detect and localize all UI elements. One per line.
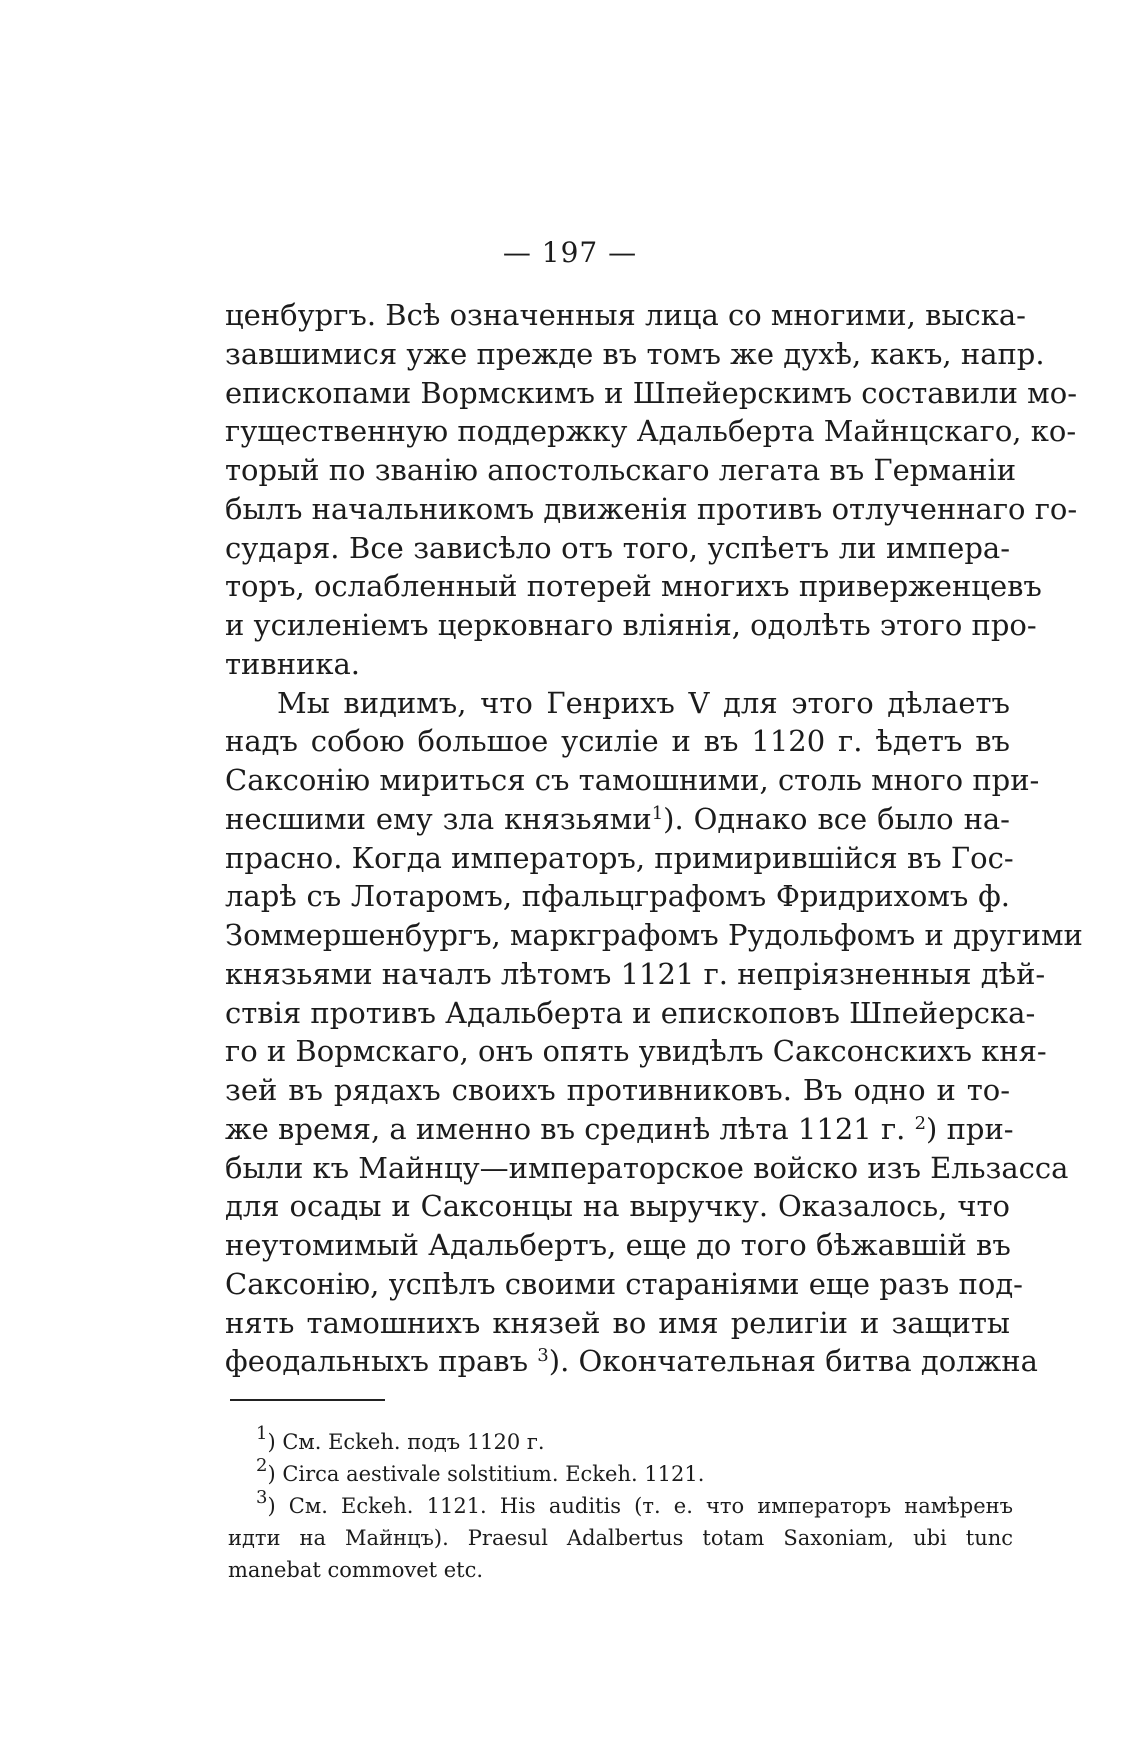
text-line: ствія противъ Адальберта и епископовъ Шпейерска-: [225, 995, 1036, 1030]
text-line: Саксонію, успѣлъ своими стараніями еще разъ под-: [225, 1266, 1023, 1301]
text-line: были къ Майнцу—императорское войско изъ Ельзасса: [225, 1150, 1069, 1185]
footnote-continuation: идти на Майнцъ). Praesul Adalbertus totam Saxoniam, ubi tunc: [228, 1526, 1013, 1550]
text-line: князьями началъ лѣтомъ 1121 г. непріязненныя дѣй-: [225, 956, 1046, 991]
text-line: гущественную поддержку Адальберта Майнцскаго, ко-: [225, 414, 1077, 449]
footnotes: [228, 1423, 1013, 1586]
text-line: завшимися уже прежде въ томъ же духѣ, какъ, напр.: [225, 336, 1045, 371]
text-line: ларѣ съ Лотаромъ, пфальцграфомъ Фридрихомъ ф.: [225, 879, 1010, 914]
footnote-text: ) См. Eckeh. 1121. His auditis (т. е. что императоръ намѣренъ: [267, 1494, 1013, 1518]
text-line: и усиленіемъ церковнаго вліянія, одолѣть этого про-: [225, 608, 1037, 642]
text-line: [225, 1110, 1014, 1149]
text-line: [225, 800, 1010, 839]
footnote-marker: 2: [256, 1455, 268, 1476]
footnote-text: ) См. Eckeh. подъ 1120 г.: [267, 1430, 545, 1454]
text-line: для осады и Саксонцы на выручку. Оказалось, что: [225, 1189, 1010, 1224]
footnote-ref: 3: [537, 1345, 549, 1367]
footnote: [228, 1423, 1013, 1458]
text-line: надъ собою большое усиліе и въ 1120 г. ѣдетъ въ: [225, 724, 1010, 759]
footnote-continuation: manebat commovet etc.: [228, 1558, 484, 1582]
text-line: зей въ рядахъ своихъ противниковъ. Въ одно и то-: [225, 1073, 1010, 1107]
text-span: феодальныхъ правъ: [225, 1344, 529, 1379]
footnote-text: ) Circa aestivale solstitium. Eckeh. 1121.: [267, 1462, 705, 1486]
footnote-ref: 2: [914, 1112, 927, 1134]
text-line: [225, 1342, 1038, 1381]
body-text: [225, 296, 1083, 1381]
text-line: сударя. Все зависѣло отъ того, успѣетъ ли импера-: [225, 530, 1010, 565]
text-span: ). Однако все было на-: [663, 801, 1010, 836]
text-span: ). Окончательная битва должна: [548, 1344, 1038, 1379]
text-line: тивника.: [225, 646, 360, 681]
text-line: былъ начальникомъ движенія противъ отлученнаго го-: [225, 491, 1078, 526]
footnote-marker: 3: [256, 1487, 268, 1508]
text-span: же время, а именно въ срединѣ лѣта 1121 г.: [225, 1111, 906, 1146]
text-line: неутомимый Адальбертъ, еще до того бѣжавшій въ: [225, 1228, 1011, 1262]
text-line: Саксонію мириться съ тамошними, столь много при-: [225, 763, 1040, 797]
footnote-divider: [230, 1399, 385, 1401]
text-line: го и Вормскаго, онъ опять увидѣлъ Саксонскихъ кня-: [225, 1034, 1047, 1069]
text-line: епископами Вормскимъ и Шпейерскимъ составили мо-: [225, 375, 1078, 410]
page-number: — 197 —: [502, 236, 638, 269]
text-line: торый по званію апостольскаго легата въ Германіи: [225, 453, 1017, 487]
text-span: ) при-: [926, 1111, 1014, 1146]
text-line: ценбургъ. Всѣ означенныя лица со многими, выска-: [225, 298, 1026, 332]
text-span: несшими ему зла князьями: [225, 801, 652, 836]
text-line: прасно. Когда императоръ, примирившійся въ Гос-: [225, 840, 1014, 875]
text-line: Зоммершенбургъ, маркграфомъ Рудольфомъ и другими: [225, 918, 1083, 952]
footnote-marker: 1: [256, 1423, 268, 1444]
footnote: [228, 1487, 1013, 1522]
footnote-ref: 1: [651, 802, 664, 824]
text-line: Мы видимъ, что Генрихъ V для этого дѣлаетъ: [277, 685, 1010, 720]
text-line: торъ, ослабленный потерей многихъ приверженцевъ: [225, 569, 1042, 604]
footnote: [228, 1455, 1013, 1490]
text-line: нять тамошнихъ князей во имя религіи и защиты: [225, 1305, 1010, 1340]
